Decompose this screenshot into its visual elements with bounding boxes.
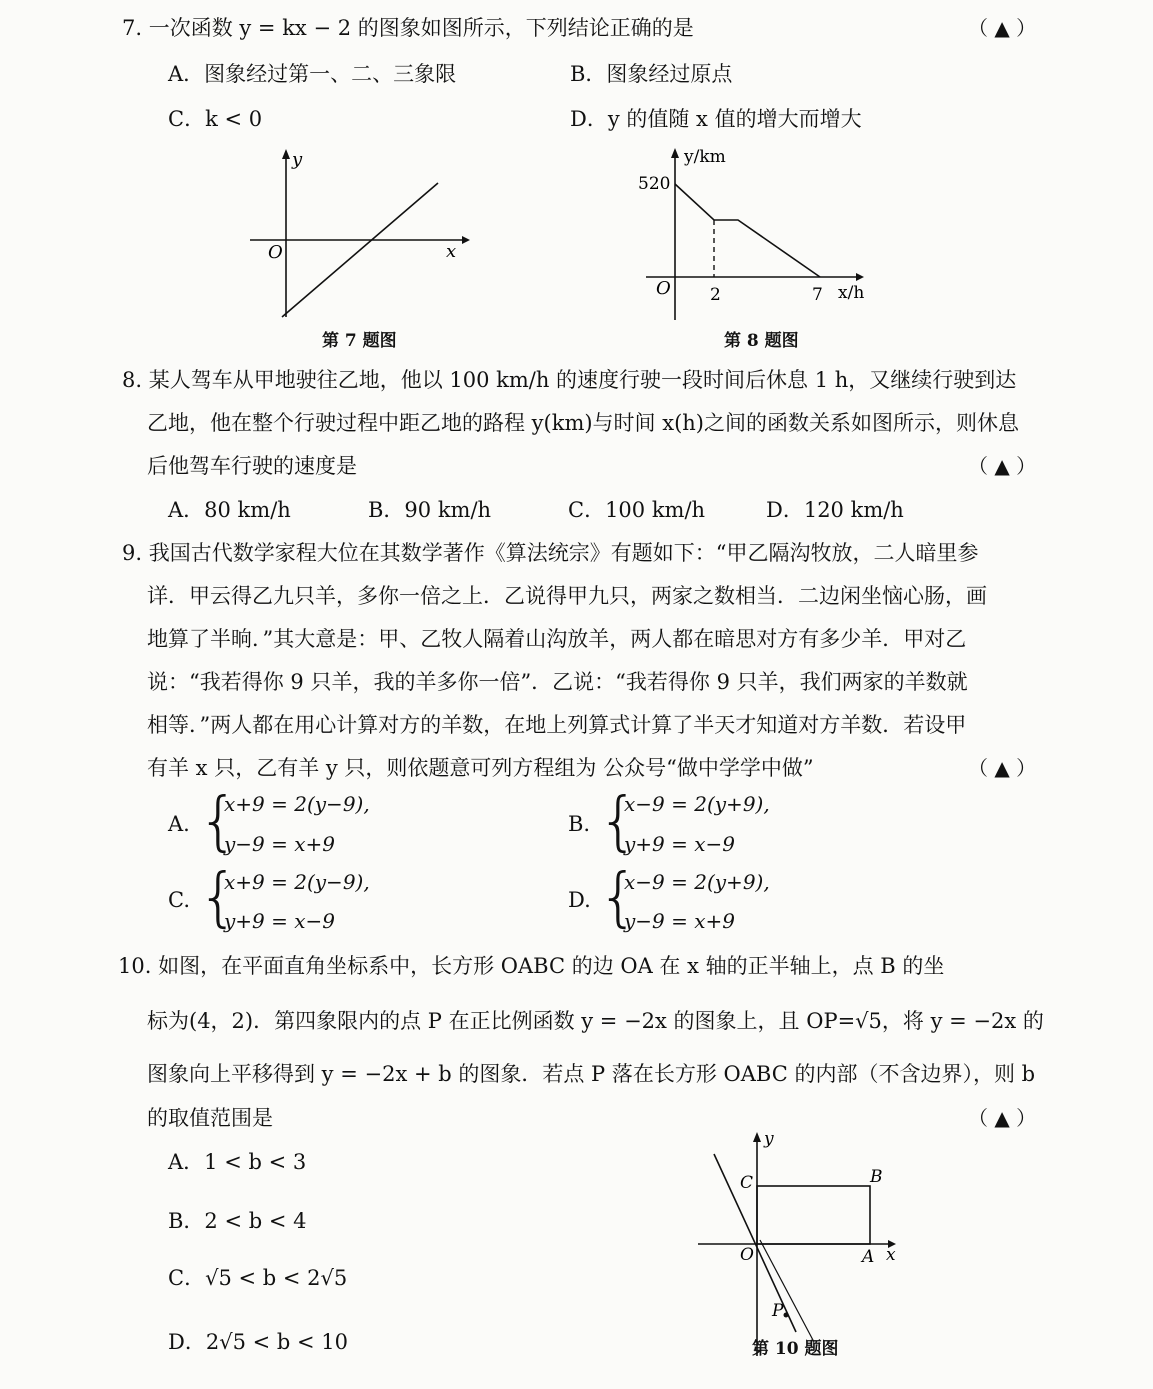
q9-option-c-label: C. xyxy=(168,888,190,912)
q9-line-6: 有羊 x 只，乙有羊 y 只，则依题意可列方程组为 公众号“做中学学中做” xyxy=(147,756,814,780)
q10-line-1: 10. 如图，在平面直角坐标系中，长方形 OABC 的边 OA 在 x 轴的正半轴上，点 B 的坐 xyxy=(118,954,945,978)
q7-option-d: D．y 的值随 x 值的增大而增大 xyxy=(570,107,862,131)
q9-option-b-eq2: y+9 = x−9 xyxy=(624,832,736,856)
q10-point-b: B xyxy=(870,1167,883,1187)
q9-option-d-label: D. xyxy=(568,888,591,912)
q10-option-d: D．2√5 < b < 10 xyxy=(168,1330,348,1354)
q8-figure-caption: 第 8 题图 xyxy=(724,331,799,351)
q7-stem: 7. 一次函数 y = kx − 2 的图象如图所示，下列结论正确的是 xyxy=(122,16,694,40)
q8-line-1: 8. 某人驾车从甲地驶往乙地，他以 100 km/h 的速度行驶一段时间后休息 1 h，又继续行驶到达 xyxy=(122,368,1017,392)
q10-line-4: 的取值范围是 xyxy=(147,1106,273,1130)
q7-x-label: x xyxy=(446,241,457,262)
q10-option-c: C．√5 < b < 2√5 xyxy=(168,1266,348,1290)
q9-option-c-eq2: y+9 = x−9 xyxy=(224,909,336,933)
q8-tick-2: 2 xyxy=(710,285,721,305)
q9-option-a-label: A. xyxy=(168,812,190,836)
q7-answer-mark: （ ▲ ） xyxy=(968,16,1037,40)
q9-option-a-eq2: y−9 = x+9 xyxy=(224,832,336,856)
q10-x-label: x xyxy=(886,1245,896,1265)
q8-option-a: A．80 km/h xyxy=(168,498,291,522)
q10-point-c: C xyxy=(740,1173,754,1193)
q10-origin-label: O xyxy=(740,1245,754,1265)
q7-figure-caption: 第 7 题图 xyxy=(322,331,397,351)
q9-option-d-brace: { xyxy=(598,861,639,935)
q7-origin-label: O xyxy=(268,242,283,263)
q10-figure-caption: 第 10 题图 xyxy=(752,1339,839,1359)
q8-line-2: 乙地，他在整个行驶过程中距乙地的路程 y(km)与时间 x(h)之间的函数关系如图所示，则休息 xyxy=(147,411,1019,435)
q9-line-4: 说：“我若得你 9 只羊，我的羊多你一倍”．乙说：“我若得你 9 只羊，我们两家的羊数就 xyxy=(147,670,968,694)
q10-y-label: y xyxy=(764,1129,774,1149)
q9-answer-mark: （ ▲ ） xyxy=(968,756,1037,780)
q10-figure xyxy=(690,1122,910,1362)
q8-option-c: C．100 km/h xyxy=(568,498,706,522)
q10-point-a: A xyxy=(862,1247,875,1267)
q8-tick-520: 520 xyxy=(638,174,671,194)
q10-line-3: 图象向上平移得到 y = −2x + b 的图象．若点 P 落在长方形 OABC 的内部（不含边界），则 b xyxy=(147,1062,1036,1086)
q9-line-2: 详．甲云得乙九只羊，多你一倍之上．乙说得甲九只，两家之数相当．二边闲坐恼心肠，画 xyxy=(147,584,987,608)
q8-line-3: 后他驾车行驶的速度是 xyxy=(147,454,357,478)
q8-option-d: D．120 km/h xyxy=(766,498,904,522)
q9-option-d-eq2: y−9 = x+9 xyxy=(624,909,736,933)
q9-option-a-brace: { xyxy=(198,785,239,859)
q8-answer-mark: （ ▲ ） xyxy=(968,454,1037,478)
q9-option-b-eq1: x−9 = 2(y+9), xyxy=(624,792,770,816)
q10-answer-mark: （ ▲ ） xyxy=(968,1106,1037,1130)
q7-figure xyxy=(240,145,480,325)
q7-option-a: A．图象经过第一、二、三象限 xyxy=(168,62,457,86)
q10-option-a: A．1 < b < 3 xyxy=(168,1150,307,1174)
q7-option-b: B．图象经过原点 xyxy=(570,62,733,86)
q9-option-c-eq1: x+9 = 2(y−9), xyxy=(224,870,370,894)
q9-option-b-brace: { xyxy=(598,785,639,859)
q8-option-b: B．90 km/h xyxy=(368,498,492,522)
q7-option-c: C．k < 0 xyxy=(168,107,263,131)
q9-option-c-brace: { xyxy=(198,861,239,935)
q8-tick-7: 7 xyxy=(812,285,823,305)
q7-y-label: y xyxy=(292,149,303,170)
q10-point-p: P xyxy=(772,1301,784,1321)
q8-x-label: x/h xyxy=(838,283,865,303)
q9-line-5: 相等．”两人都在用心计算对方的羊数，在地上列算式计算了半天才知道对方羊数．若设甲 xyxy=(147,713,967,737)
q8-figure xyxy=(630,142,870,322)
q10-option-b: B．2 < b < 4 xyxy=(168,1209,307,1233)
q8-y-label: y/km xyxy=(684,147,726,167)
q9-line-1: 9. 我国古代数学家程大位在其数学著作《算法统宗》有题如下：“甲乙隔沟牧放，二人暗里参 xyxy=(122,541,979,565)
q9-line-3: 地算了半晌．”其大意是：甲、乙牧人隔着山沟放羊，两人都在暗思对方有多少羊．甲对乙 xyxy=(147,627,967,651)
q9-option-d-eq1: x−9 = 2(y+9), xyxy=(624,870,770,894)
q8-origin-label: O xyxy=(656,278,671,299)
q9-option-a-eq1: x+9 = 2(y−9), xyxy=(224,792,370,816)
q9-option-b-label: B. xyxy=(568,812,591,836)
q10-line-2: 标为(4，2)．第四象限内的点 P 在正比例函数 y = −2x 的图象上，且 OP=√5，将 y = −2x 的 xyxy=(147,1009,1044,1033)
